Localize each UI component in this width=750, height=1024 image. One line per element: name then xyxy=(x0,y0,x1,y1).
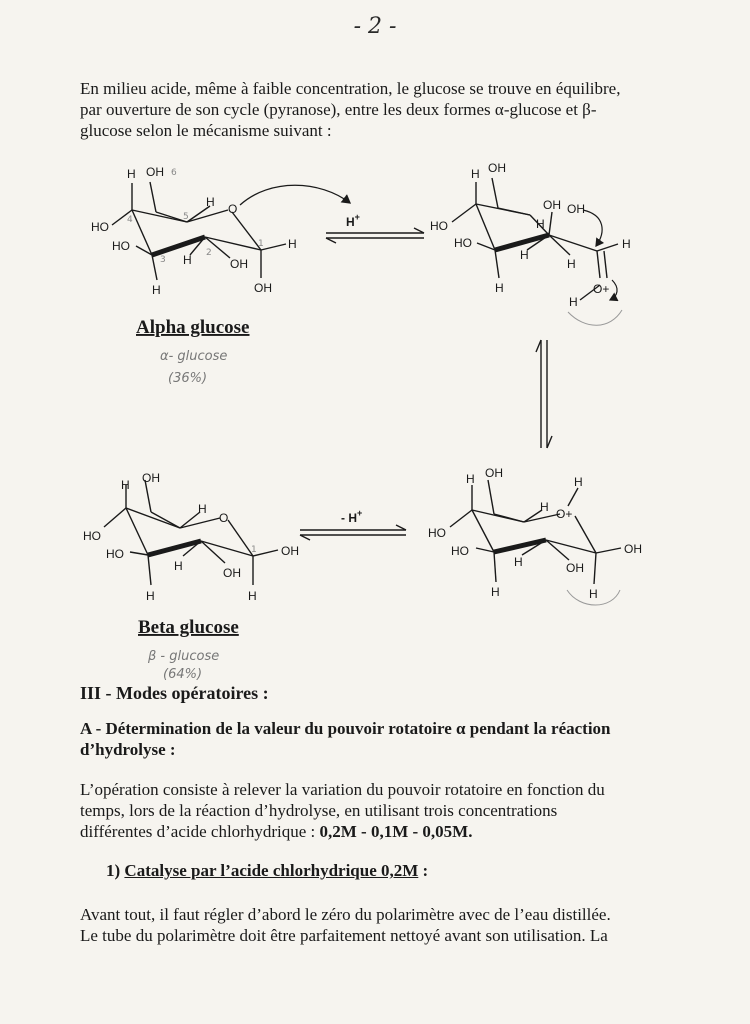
reagent-h-plus: H+ xyxy=(346,212,360,229)
atom-label: H xyxy=(152,283,161,297)
beta-handwritten-note: β - glucose xyxy=(148,649,220,664)
atom-label: O+ xyxy=(593,282,610,296)
atom-label: H xyxy=(183,253,192,267)
alpha-handwritten-percent: (36%) xyxy=(168,371,208,386)
atom-label: OH xyxy=(223,566,241,580)
atom-label: H xyxy=(288,237,297,251)
atom-label: OH xyxy=(142,471,160,485)
atom-label: H xyxy=(569,295,578,309)
atom-label: O+ xyxy=(556,507,573,521)
atom-label: OH xyxy=(485,466,503,480)
para2-line-2: Le tube du polarimètre doit être parfaitement nettoyé avant son utilisation. La xyxy=(80,926,608,945)
subtitle-line-1: A - Détermination de la valeur du pouvoir rotatoire α pendant la réaction xyxy=(80,719,611,738)
carbon-number: 1 xyxy=(251,545,257,555)
atom-label: H xyxy=(127,167,136,181)
item-1-colon: : xyxy=(418,861,429,880)
item-1-number: 1) xyxy=(106,861,121,880)
atom-label: OH xyxy=(567,202,585,216)
atom-label: H xyxy=(198,502,207,516)
atom-label: OH xyxy=(281,544,299,558)
atom-label: H xyxy=(589,587,598,601)
section-subtitle xyxy=(80,718,680,760)
atom-label: OH xyxy=(624,542,642,556)
item-1-heading xyxy=(106,861,428,881)
atom-label: HO xyxy=(454,236,472,250)
para1-line-1: L’opération consiste à relever la variation du pouvoir rotatoire en fonction du xyxy=(80,780,605,799)
paragraph-calibration xyxy=(80,904,640,946)
cyclic-oxonium-structure xyxy=(450,480,621,584)
equilibrium-arrow-bottom xyxy=(300,525,406,540)
alpha-glucose-structure xyxy=(112,182,286,280)
atom-label: OH xyxy=(254,281,272,295)
atom-label: H xyxy=(174,559,183,573)
equilibrium-arrow-top xyxy=(326,228,424,243)
carbon-number: 5 xyxy=(183,212,189,222)
reagent-minus-h-plus: - H+ xyxy=(341,508,363,525)
atom-label: H xyxy=(471,167,480,181)
carbon-number: 2 xyxy=(206,248,212,258)
carbon-number: 4 xyxy=(127,215,133,225)
atom-label: H xyxy=(146,589,155,603)
atom-label: O xyxy=(228,202,238,216)
intro-line-2: par ouverture de son cycle (pyranose), entre les deux formes α-glucose et β- xyxy=(80,100,597,119)
atom-label: H xyxy=(520,248,529,262)
beta-handwritten-percent: (64%) xyxy=(163,667,203,680)
carbon-number: 3 xyxy=(160,255,166,265)
atom-label: OH xyxy=(543,198,561,212)
atom-label: H xyxy=(248,589,257,603)
pencil-circle xyxy=(568,310,622,325)
intro-line-3: glucose selon le mécanisme suivant : xyxy=(80,121,332,140)
atom-label: HO xyxy=(451,544,469,558)
intro-line-1: En milieu acide, même à faible concentration, le glucose se trouve en équilibre, xyxy=(80,79,621,98)
electron-arrow xyxy=(583,210,602,246)
beta-glucose-label: Beta glucose xyxy=(138,617,239,638)
atom-label: H xyxy=(491,585,500,599)
atom-label: HO xyxy=(91,220,109,234)
para2-line-1: Avant tout, il faut régler d’abord le zéro du polarimètre avec de l’eau distillée. xyxy=(80,905,611,924)
atom-label: H xyxy=(536,217,545,231)
subtitle-line-2: d’hydrolyse : xyxy=(80,740,176,759)
para1-line-3: différentes d’acide chlorhydrique : xyxy=(80,822,320,841)
atom-label: OH xyxy=(488,161,506,175)
concentration-values: 0,2M - 0,1M - 0,05M. xyxy=(319,822,473,841)
carbon-number: 1 xyxy=(258,239,264,249)
atom-label: H xyxy=(466,472,475,486)
atom-label: H xyxy=(206,195,215,209)
beta-glucose-structure xyxy=(104,480,278,585)
atom-label: HO xyxy=(428,526,446,540)
electron-arrow xyxy=(610,280,617,300)
atom-label: OH xyxy=(230,257,248,271)
section-title: III - Modes opératoires : xyxy=(80,683,269,703)
atom-label: H xyxy=(540,500,549,514)
atom-label: H xyxy=(574,475,583,489)
electron-arrow xyxy=(240,185,350,205)
atom-label: OH xyxy=(146,165,164,179)
atom-label: HO xyxy=(83,529,101,543)
atom-label: H xyxy=(514,555,523,569)
carbon-number: 6 xyxy=(171,168,177,178)
atom-label: H xyxy=(567,257,576,271)
alpha-handwritten-note: α- glucose xyxy=(160,349,228,364)
atom-label: HO xyxy=(106,547,124,561)
equilibrium-arrow-vertical xyxy=(536,340,552,448)
alpha-glucose-label: Alpha glucose xyxy=(136,317,250,338)
atom-label: HO xyxy=(430,219,448,233)
para1-line-2: temps, lors de la réaction d’hydrolyse, en utilisant trois concentrations xyxy=(80,801,558,820)
atom-label: H xyxy=(622,237,631,251)
atom-label: O xyxy=(219,511,229,525)
item-1-label: Catalyse par l’acide chlorhydrique 0,2M xyxy=(124,861,419,880)
atom-label: HO xyxy=(112,239,130,253)
atom-label: H xyxy=(121,478,130,492)
atom-label: OH xyxy=(566,561,584,575)
page-number: - 2 - xyxy=(353,14,397,39)
paragraph-operation xyxy=(80,779,680,842)
atom-label: H xyxy=(495,281,504,295)
